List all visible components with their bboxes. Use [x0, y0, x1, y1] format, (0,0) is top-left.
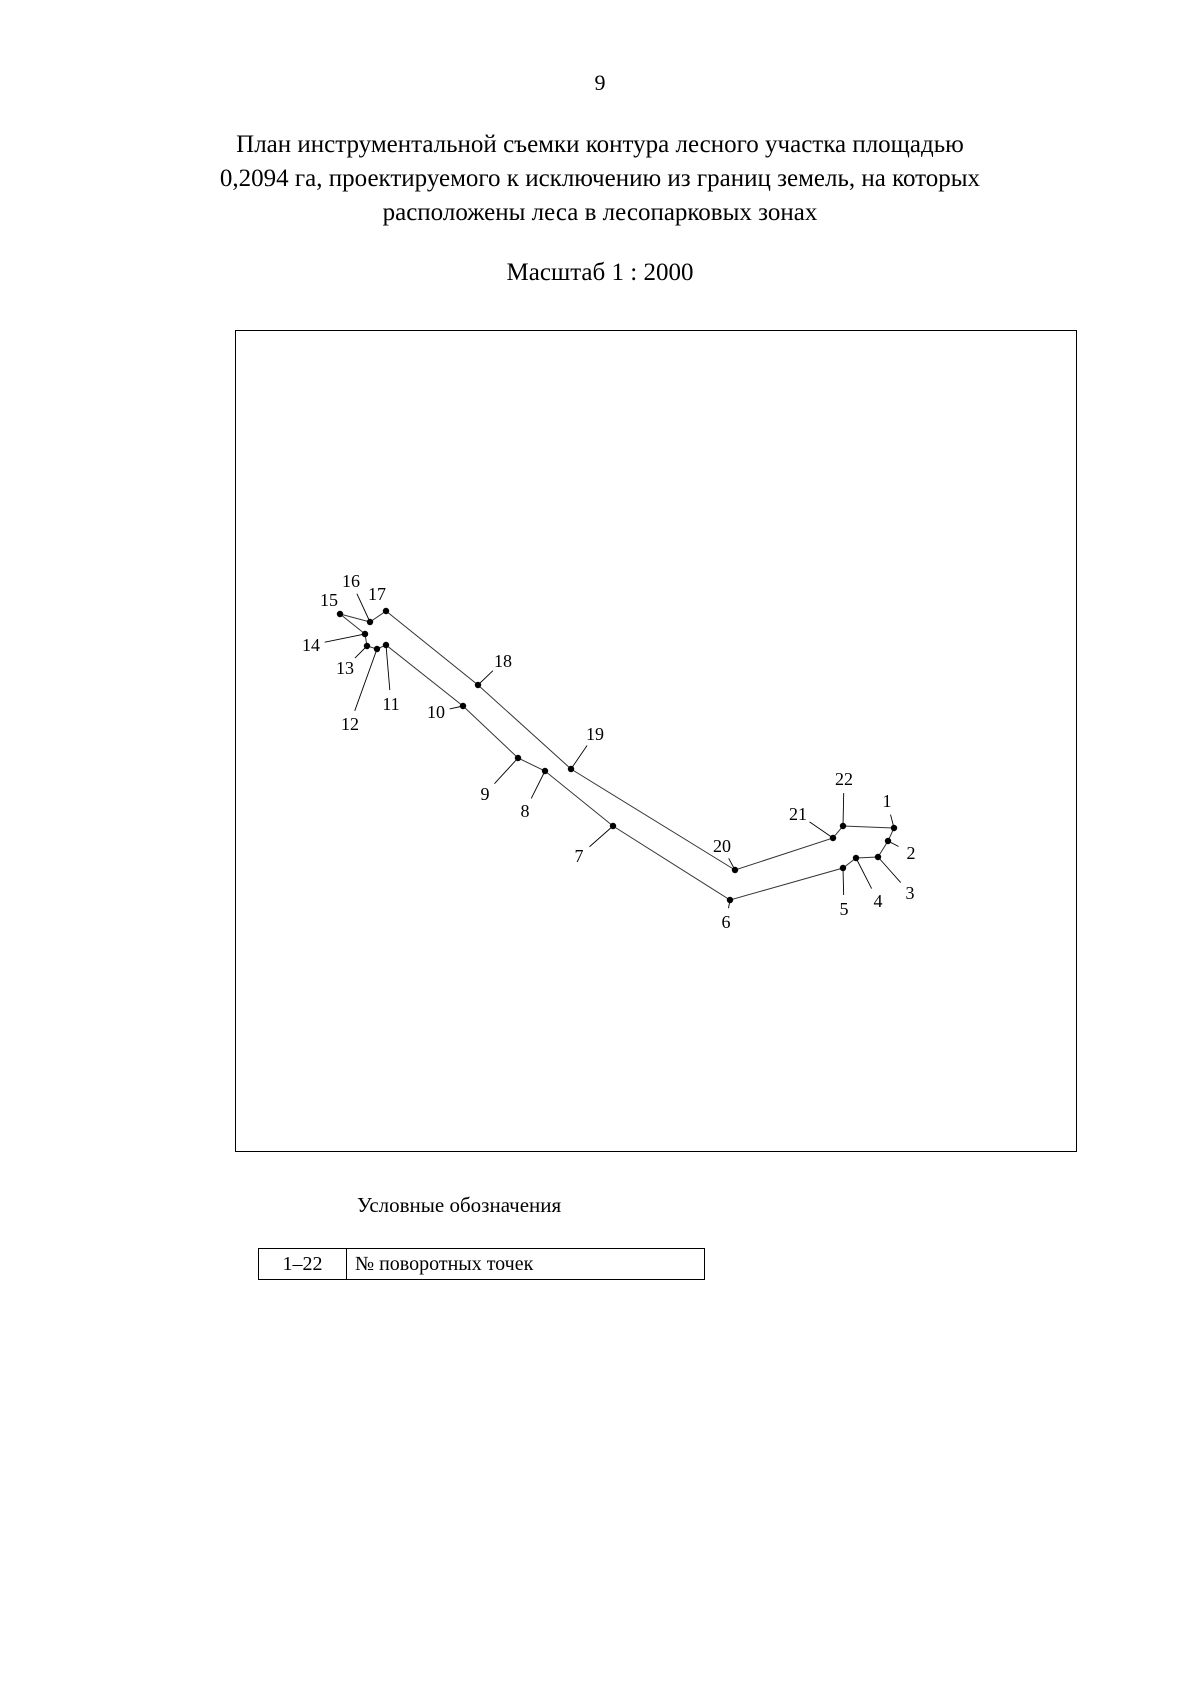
leader-line — [589, 826, 613, 847]
survey-plan-frame — [235, 330, 1077, 1152]
turning-point-1 — [891, 825, 897, 831]
leader-line — [325, 634, 365, 642]
turning-point-7 — [610, 823, 616, 829]
leader-line — [531, 771, 545, 798]
turning-point-4 — [853, 855, 859, 861]
turning-point-11 — [383, 642, 389, 648]
leader-line — [843, 868, 844, 895]
leader-line — [878, 857, 901, 883]
title-line-2: 0,2094 га, проектируемого к исключению из границ земель, на которых — [219, 165, 981, 192]
turning-point-16 — [367, 619, 373, 625]
point-label: 18 — [494, 651, 512, 671]
turning-point-9 — [515, 755, 521, 761]
point-label: 4 — [873, 891, 883, 911]
point-label: 6 — [721, 912, 731, 932]
point-label: 7 — [574, 846, 584, 866]
leader-line — [843, 793, 844, 826]
leader-line — [810, 822, 833, 838]
leader-line — [571, 746, 587, 769]
point-label: 9 — [480, 784, 490, 804]
title-line-3: расположены леса в лесопарковых зонах — [382, 199, 818, 226]
point-label: 1 — [882, 791, 892, 811]
turning-point-21 — [830, 835, 836, 841]
turning-point-19 — [568, 766, 574, 772]
turning-point-15 — [337, 611, 343, 617]
point-label: 16 — [342, 571, 360, 591]
turning-point-5 — [840, 865, 846, 871]
legend-title: Условные обозначения — [357, 1193, 562, 1217]
title-line-1: План инструментальной съемки контура лесного участка площадью — [236, 131, 964, 158]
turning-point-20 — [732, 867, 738, 873]
parcel-boundary — [340, 611, 894, 900]
leader-line — [856, 858, 872, 889]
point-label: 5 — [839, 899, 849, 919]
turning-point-2 — [885, 838, 891, 844]
point-label: 19 — [586, 724, 604, 744]
point-label: 14 — [302, 635, 320, 655]
turning-point-22 — [840, 823, 846, 829]
leader-line — [494, 758, 518, 784]
turning-point-10 — [460, 703, 466, 709]
turning-point-3 — [875, 854, 881, 860]
turning-point-12 — [374, 646, 380, 652]
point-label: 20 — [713, 836, 731, 856]
point-label: 12 — [341, 714, 359, 734]
point-label: 22 — [835, 769, 853, 789]
point-label: 21 — [789, 804, 807, 824]
point-label: 8 — [520, 801, 530, 821]
leader-line — [355, 649, 377, 711]
point-label: 2 — [906, 843, 916, 863]
legend-row — [259, 1249, 705, 1280]
survey-plan — [236, 331, 1076, 1151]
turning-point-18 — [475, 682, 481, 688]
turning-point-17 — [383, 608, 389, 614]
page-title — [150, 128, 1050, 230]
legend-table — [258, 1248, 705, 1280]
legend-symbol: 1–22 — [259, 1249, 347, 1280]
point-label: 11 — [382, 694, 400, 714]
turning-point-13 — [364, 643, 370, 649]
leader-line — [386, 645, 390, 690]
turning-point-14 — [362, 631, 368, 637]
scale-label: Масштаб 1 : 2000 — [506, 259, 694, 286]
point-label: 15 — [320, 590, 338, 610]
legend-description: № поворотных точек — [347, 1249, 705, 1280]
point-label: 17 — [368, 584, 386, 604]
point-label: 3 — [905, 883, 915, 903]
point-label: 13 — [336, 658, 354, 678]
turning-point-8 — [542, 768, 548, 774]
point-label: 10 — [427, 702, 445, 722]
page-number: 9 — [594, 70, 606, 95]
turning-point-6 — [727, 897, 733, 903]
